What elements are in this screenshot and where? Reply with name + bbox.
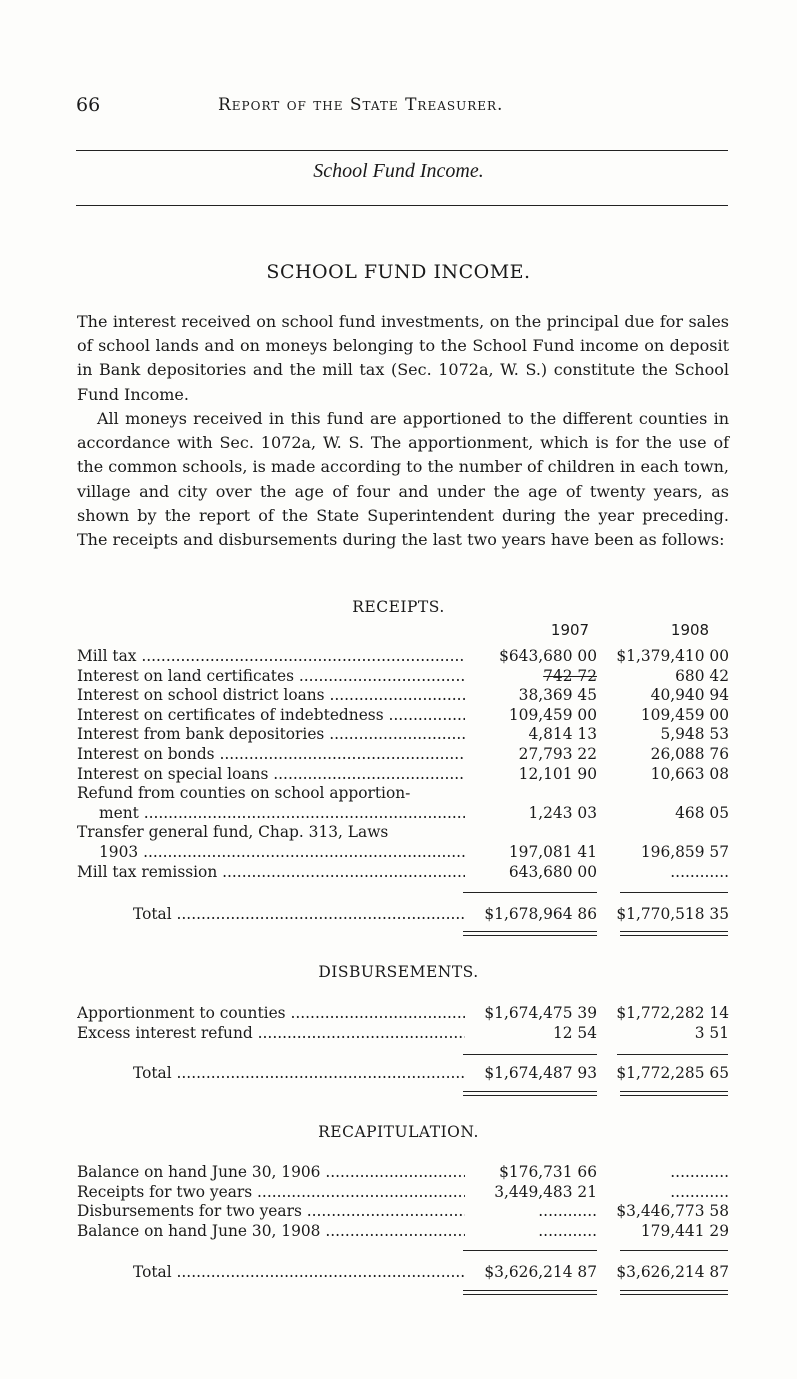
total-1907: $1,674,487 93	[484, 1064, 597, 1082]
value-1908: $1,772,282 14	[616, 1004, 729, 1022]
recapitulation-heading: RECAPITULATION.	[318, 1123, 479, 1141]
receipts-double-rule-1908	[620, 931, 728, 936]
row-label-continued: ment	[99, 803, 139, 822]
total-row	[77, 1263, 729, 1283]
header-rule-top	[76, 150, 728, 151]
table-row	[77, 667, 729, 687]
table-row	[77, 647, 729, 667]
total-1908: $1,770,518 35	[616, 905, 729, 923]
section-title: School Fund Income.	[313, 160, 484, 182]
main-heading: SCHOOL FUND INCOME.	[266, 261, 531, 283]
value-1908: ............	[670, 862, 729, 881]
recap-double-rule-1907	[463, 1290, 597, 1295]
value-1908: ............	[670, 1182, 729, 1201]
row-label: Interest on special loans	[77, 764, 269, 783]
row-label: Mill tax remission	[77, 862, 218, 881]
intro-paragraph-2	[77, 407, 729, 552]
row-label: Interest on certificates of indebtedness	[77, 705, 384, 724]
value-1907: 12,101 90	[518, 764, 597, 783]
value-1907: 643,680 00	[508, 862, 597, 881]
value-1907: 4,814 13	[528, 725, 597, 744]
total-label: Total	[133, 1263, 172, 1281]
value-1908: $1,379,410 00	[616, 647, 729, 665]
value-1907: $643,680 00	[499, 647, 597, 665]
header-rule-bottom	[76, 205, 728, 206]
row-label: Transfer general fund, Chap. 313, Laws	[77, 823, 389, 842]
row-label: Apportionment to counties	[77, 1004, 286, 1022]
row-label: Interest on school district loans	[77, 686, 325, 705]
total-label: Total	[133, 905, 172, 923]
value-1908: 5,948 53	[660, 725, 729, 744]
row-label: Mill tax	[77, 647, 137, 665]
table-row	[77, 804, 729, 824]
value-1908: 680 42	[675, 666, 729, 685]
receipts-sum-rule-1908	[620, 892, 728, 893]
table-row	[77, 784, 729, 804]
value-1907: 109,459 00	[508, 705, 597, 724]
row-label-continued: 1903	[99, 842, 139, 861]
total-1908: $1,772,285 65	[616, 1064, 729, 1082]
recapitulation-table	[77, 1163, 729, 1241]
value-1907: 197,081 41	[508, 842, 597, 861]
table-row	[77, 686, 729, 706]
receipts-table	[77, 647, 729, 882]
row-label: Excess interest refund	[77, 1023, 253, 1042]
row-label: Refund from counties on school apportion-	[77, 784, 411, 803]
table-row	[77, 706, 729, 726]
table-row	[77, 863, 729, 883]
row-label: Interest on land certificates	[77, 666, 294, 685]
value-1907: 742 72	[543, 666, 597, 685]
table-row	[77, 765, 729, 785]
row-label: Disbursements for two years	[77, 1202, 302, 1221]
row-label: Interest on bonds	[77, 744, 215, 763]
value-1908: $3,446,773 58	[616, 1202, 729, 1221]
table-row	[77, 1222, 729, 1242]
paragraph-2-text: All moneys received in this fund are apportioned to the different counties in accordance with Sec. 1072a, W. S. The apportionment, which is for the use of the common schools, is made according to the number of children in each town, village and city over the age of four and under the age of twenty years, as shown by the report of the State Superintendent during the year preceding. The receipts and disbursements during the last two years have been as follows:	[77, 409, 729, 550]
total-row	[77, 905, 729, 925]
table-row	[77, 843, 729, 863]
disbursements-double-rule-1907	[463, 1091, 597, 1096]
value-1907: $1,674,475 39	[484, 1004, 597, 1022]
recapitulation-total	[77, 1263, 729, 1283]
table-row	[77, 1024, 729, 1044]
value-1907: $176,731 66	[499, 1163, 597, 1181]
value-1907: 12 54	[552, 1023, 597, 1042]
table-row	[77, 725, 729, 745]
table-row	[77, 1183, 729, 1203]
table-row	[77, 823, 729, 843]
value-1907: 3,449,483 21	[494, 1182, 597, 1201]
value-1908: ............	[670, 1163, 729, 1181]
total-row	[77, 1064, 729, 1084]
total-1907: $1,678,964 86	[484, 905, 597, 923]
value-1907: 38,369 45	[518, 686, 597, 705]
running-title: Report of the State Treasurer.	[218, 95, 504, 115]
disbursements-heading: DISBURSEMENTS.	[318, 963, 479, 981]
row-label: Interest from bank depositories	[77, 725, 325, 744]
value-1908: 109,459 00	[640, 705, 729, 724]
value-1908: 468 05	[675, 803, 729, 822]
total-label: Total	[133, 1064, 172, 1082]
row-label: Receipts for two years	[77, 1182, 253, 1201]
disbursements-sum-rule-1908	[617, 1054, 728, 1055]
total-1908: $3,626,214 87	[616, 1263, 729, 1281]
receipts-heading: RECEIPTS.	[352, 598, 445, 616]
disbursements-table	[77, 1004, 729, 1043]
value-1907: ............	[538, 1221, 597, 1240]
recap-sum-rule-1907	[463, 1250, 597, 1251]
value-1908: 40,940 94	[650, 686, 729, 705]
row-label: Balance on hand June 30, 1906	[77, 1163, 321, 1181]
value-1907: 27,793 22	[518, 744, 597, 763]
value-1908: 179,441 29	[640, 1221, 729, 1240]
disbursements-double-rule-1908	[620, 1091, 728, 1096]
disbursements-total	[77, 1064, 729, 1084]
value-1907: 1,243 03	[528, 803, 597, 822]
value-1908: 196,859 57	[640, 842, 729, 861]
paragraph-1-text: The interest received on school fund investments, on the principal due for sales of school lands and on moneys belonging to the School Fund income on deposit in Bank depositories and the mill tax (Sec. 1072a, W. S.) constitute the School Fund Income.	[77, 312, 729, 404]
receipts-total	[77, 905, 729, 925]
recap-sum-rule-1908	[620, 1250, 728, 1251]
total-1907: $3,626,214 87	[484, 1263, 597, 1281]
table-row	[77, 1163, 729, 1183]
value-1907: ............	[538, 1202, 597, 1221]
year-1907-header: 1907	[550, 621, 590, 639]
receipts-double-rule-1907	[463, 931, 597, 936]
table-row	[77, 1202, 729, 1222]
intro-paragraph-1	[77, 310, 729, 407]
value-1908: 26,088 76	[650, 744, 729, 763]
recap-double-rule-1908	[620, 1290, 728, 1295]
page-number: 66	[76, 94, 101, 116]
row-label: Balance on hand June 30, 1908	[77, 1221, 321, 1240]
year-1908-header: 1908	[670, 621, 710, 639]
receipts-sum-rule-1907	[463, 892, 597, 893]
table-row	[77, 745, 729, 765]
value-1908: 3 51	[694, 1023, 729, 1042]
table-row	[77, 1004, 729, 1024]
disbursements-sum-rule-1907	[463, 1054, 597, 1055]
value-1908: 10,663 08	[650, 764, 729, 783]
